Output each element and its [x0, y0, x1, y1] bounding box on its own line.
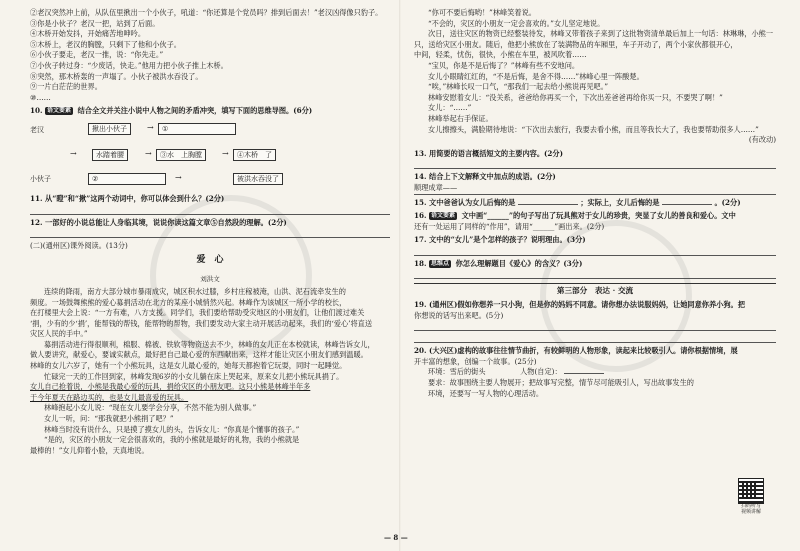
intro-paragraph: ②老汉突然冲上前，从队伍里揪出一个小伙子，吼道：“你还算是个党员吗？排到后面去！”老汉凶得像只豹子。	[30, 8, 383, 17]
article-line: 女儿一听，问：“那我就把小熊捐了吧？”	[44, 414, 174, 424]
section-three-heading: 第三部分 表达 · 交流	[414, 283, 776, 297]
article-line: 于今年夏天在路边买的，也是女儿最喜爱的玩具。	[30, 392, 189, 402]
question-16-cont: 还有一处运用了同样的“作用”，请用“______”画出来。(2分)	[414, 221, 605, 231]
question-text: 文中画“______”的句子写出了玩具熊对于女儿的珍贵，突显了女儿的善良和爱心。文中	[461, 211, 736, 221]
question-text: 结合全文并关注小说中人物之间的矛盾冲突，填写下面的思维导图。(6分)	[77, 106, 313, 116]
question-12	[30, 218, 390, 229]
article-line: 林峰当时没有说什么，只是摸了摸女儿的头，告诉女儿：“你真是个懂事的孩子。”	[44, 424, 300, 434]
diagram-box-1: 揪出小伙子	[88, 123, 131, 135]
question-number: 13.	[414, 148, 427, 158]
answer-line[interactable]	[414, 269, 776, 279]
story-line: “唉，”林峰长叹一口气，“那我们一起去给小熊说再见吧。”	[428, 82, 609, 92]
question-tag: 语文要素	[431, 212, 456, 220]
question-text: 从“瞪”和“揪”这两个动词中，你可以体会到什么？(2分)	[45, 193, 225, 203]
diagram-label-young-man: 小伙子	[30, 174, 51, 183]
article-line: 做人要讲究，献爱心，要诚实献点，最好把自己最心爱的东西献出来，这样才能让灾区小朋友们感到温暖。	[30, 350, 368, 360]
story-line: 中间，轻柔，忧伤，很快，小熊在车里，被风吹着……	[414, 50, 587, 60]
article-line: 在打楼里大会上说：“一方有难，八方支援。同学们，我们要给帮助受灾地区的小朋友们，让他们渡过难关	[30, 308, 365, 318]
question-number: 10.	[30, 106, 43, 116]
diagram-box-3: ③水 上胸膛	[156, 149, 206, 161]
question-text: 用简要的语言概括短文的主要内容。(2分)	[429, 148, 564, 158]
question-16	[414, 211, 776, 222]
diagram-box-7: 被洪水吞没了	[233, 173, 283, 185]
question-19-cont: 你想说的话写出来吧。(5分)	[414, 310, 504, 320]
article-line: 忙碌完一天的工作回到家，林峰发现6岁的小女儿躺在床上哭起来，原来女儿把小熊玩具捐了。	[44, 371, 344, 381]
sentence-9: ⑨一片白茫茫的世界。	[30, 82, 102, 92]
article-line: 林峰抱起小女儿说：“现在女儿要学会分享，不然不能为别人做事。”	[44, 403, 257, 413]
sentence-10: ⑩……	[30, 92, 51, 102]
page-number: — 8 —	[384, 533, 408, 542]
article-title: 爱 心	[196, 254, 224, 265]
answer-line[interactable]	[414, 333, 776, 343]
q20-requirement-cont: 环境，还要写一写人物的心理活动。	[428, 388, 544, 398]
arrow-icon: →	[175, 172, 182, 182]
qr-code-pattern	[742, 482, 758, 498]
left-column	[30, 8, 390, 456]
question-text-end: 。(2分)	[714, 197, 741, 207]
arrow-icon: →	[70, 148, 77, 158]
question-text: (大兴区)虚构的故事往往情节曲折，有较鲜明的人物形象，读起来比较吸引人。请你根据情境，展	[429, 346, 738, 356]
page-fold	[399, 0, 401, 551]
sentence-7: ⑦小伙子转过身：“少废话，快走。”他用力把小伙子推上木桥。	[30, 60, 228, 70]
question-20	[414, 346, 776, 357]
diagram-box-5: ①	[158, 123, 236, 135]
article-line: 募捐活动进行得很顺利，棉服、棉被、铁软等物资送去不少，林峰的女儿正在本校就读，林峰告诉女儿，	[44, 339, 375, 349]
answer-line[interactable]	[30, 205, 390, 215]
diagram-label-old-man: 老汉	[30, 125, 44, 134]
article-line: 灾区人民的手中。”	[30, 329, 88, 339]
question-17	[414, 235, 776, 246]
question-10	[30, 106, 390, 117]
q20-people: 人物(自定)：	[520, 367, 562, 377]
question-number: 18.	[414, 258, 427, 268]
article-author: 刘洪文	[200, 275, 220, 284]
q14-answer-line[interactable]: 顺理成章——	[414, 183, 776, 195]
question-11	[30, 194, 390, 205]
story-line: 女儿小眼睛红红的，“不是后悔，是舍不得……”林峰心里一阵酸楚。	[428, 71, 644, 81]
q20-requirement: 要求：故事围绕主要人物展开；把故事写完整，情节尽可能吸引人，写出故事发生的	[428, 378, 694, 388]
sentence-5: ⑤木桥上，老汉的胸膛，只剩下了他和小伙子。	[30, 39, 181, 49]
mind-map-diagram	[30, 119, 390, 191]
diagram-box-4: ④木桥 了	[233, 149, 276, 161]
answer-line[interactable]	[414, 159, 776, 169]
question-number: 19.	[414, 300, 427, 310]
question-tag: 思维点	[431, 259, 450, 267]
question-13	[414, 149, 776, 160]
question-text: 一部好的小说总能让人身临其境，说说你读这篇文章⑤自然段的理解。(2分)	[45, 217, 287, 227]
question-number: 12.	[30, 217, 43, 227]
story-line: 林峰举起右手保证。	[428, 113, 493, 123]
diagram-box-6: ②	[88, 173, 166, 185]
right-column	[414, 8, 776, 399]
story-line: 次日，送往灾区的物资已经整装待发，林峰又带着孩子来到了这批物资清单最后加上一句话：林琳琳，小熊一	[428, 29, 774, 39]
arrow-icon: →	[145, 148, 152, 158]
blank[interactable]	[564, 373, 604, 374]
blank[interactable]	[662, 204, 712, 205]
question-19	[414, 300, 776, 311]
question-15	[414, 198, 776, 209]
question-number: 17.	[414, 235, 427, 245]
question-text: 文中爸爸认为女儿后悔的是	[429, 197, 516, 207]
answer-line[interactable]	[414, 246, 776, 256]
question-number: 16.	[414, 211, 427, 221]
sentence-6: ⑥小伙子要走，老汉一推，说：“你先走。”	[30, 50, 164, 60]
part-two-heading: (二)(通州区)课外阅读。(13分)	[30, 241, 128, 251]
source-note: (有改动)	[748, 135, 776, 145]
article-line: ‘捐，少有的少‘捐’，能帮钱的帮钱，能帮物的帮物，我们要发动大家主动开展活动起来，我们的‘爱心’将直送	[30, 318, 373, 328]
article-line: 女儿自己抢着说，小熊是我最心爱的玩具，捐给灾区的小朋友吧。这只小熊是林峰半年多	[30, 382, 311, 392]
answer-line[interactable]	[414, 321, 776, 331]
story-line: 只，送给灾区小朋友。随后，他把小熊放在了装满物品的车厢里，车子开动了，两个小家伙都很开心，	[414, 39, 738, 49]
question-number: 15.	[414, 197, 427, 207]
article-line: 连续的降雨，南方大部分城市暴雨成灾，城区积水过膝，乡村庄稼被淹，山洪、泥石流牵发生的	[44, 286, 346, 296]
qr-caption: 扫码听写 视频讲解	[740, 503, 761, 515]
article-line: 频度。一场鼓舞熊熊的爱心募捐活动在北方的某座小城悄然兴起。林峰作为该城区一所小学的校长，	[30, 297, 347, 307]
arrow-icon: →	[222, 148, 229, 158]
story-line: “宝贝，你是不是后悔了？”林峰有些不安地问。	[428, 60, 580, 70]
question-20-cont: 开丰富的想象，创编一个故事。(25分)	[414, 356, 537, 366]
article-line: “是的，灾区的小朋友一定会很喜欢的，我的小熊就是最好的礼物，我的小熊就是	[44, 435, 300, 445]
sentence-8: ⑧突然，那木桥轰的一声塌了。小伙子被洪水吞没了。	[30, 71, 203, 81]
question-number: 11.	[30, 193, 43, 203]
q20-setting	[414, 367, 776, 378]
question-text: 你怎么理解题目《爱心》的含义？(3分)	[455, 258, 583, 268]
sentence-3: ③你是小伙子？老汉一把，站到了后面。	[30, 18, 160, 28]
diagram-box-2: 水踏着腰	[92, 149, 128, 161]
article-line: 最棒的！”女儿仰着小脸，天真地说。	[30, 445, 149, 455]
story-line: 女儿擦擦头，满脸期待地说：“下次出去旅行，我要去看小熊，而且等我长大了，我也要帮助很多人……”	[428, 124, 759, 134]
question-number: 14.	[414, 172, 427, 182]
question-14	[414, 172, 776, 183]
answer-line[interactable]	[30, 228, 390, 238]
question-number: 20.	[414, 346, 427, 356]
story-line: “你可不要后悔哟！”林峰笑着说。	[428, 8, 536, 17]
question-text: 结合上下文解释文中加点的成语。(2分)	[429, 172, 556, 182]
sentence-4: ④木桥开始发抖，开始痛苦地呻吟。	[30, 29, 146, 39]
story-line: 林峰安慰着女儿：“没关系，爸爸给你再买一个，下次出差爸爸再给你买一只，不要哭了啊！”	[428, 92, 723, 102]
story-line: 女儿：“……”	[428, 103, 472, 113]
story-line: “不会的，灾区的小朋友一定会喜欢的。”女儿坚定地说。	[428, 18, 605, 28]
question-18	[414, 259, 776, 270]
arrow-icon: →	[147, 122, 154, 132]
question-text-tail: ；实际上，女儿后悔的是	[580, 197, 660, 207]
question-text: 文中的“女儿”是个怎样的孩子？说明理由。(3分)	[429, 235, 586, 245]
article-line: 林峰的女儿六岁了，她有一个小熊玩具，这是女儿最心爱的，她每天都抱着它玩耍，同时一起睡觉。	[30, 361, 347, 371]
q20-environment: 环境：雪后的街头	[428, 367, 486, 377]
question-text: (通州区)假如你想养一只小狗，但是你的妈妈不同意。请你想办法说服妈妈，让她同意你养小狗。把	[429, 300, 745, 310]
blank[interactable]	[518, 204, 578, 205]
question-tag: 语文要素	[47, 107, 72, 115]
